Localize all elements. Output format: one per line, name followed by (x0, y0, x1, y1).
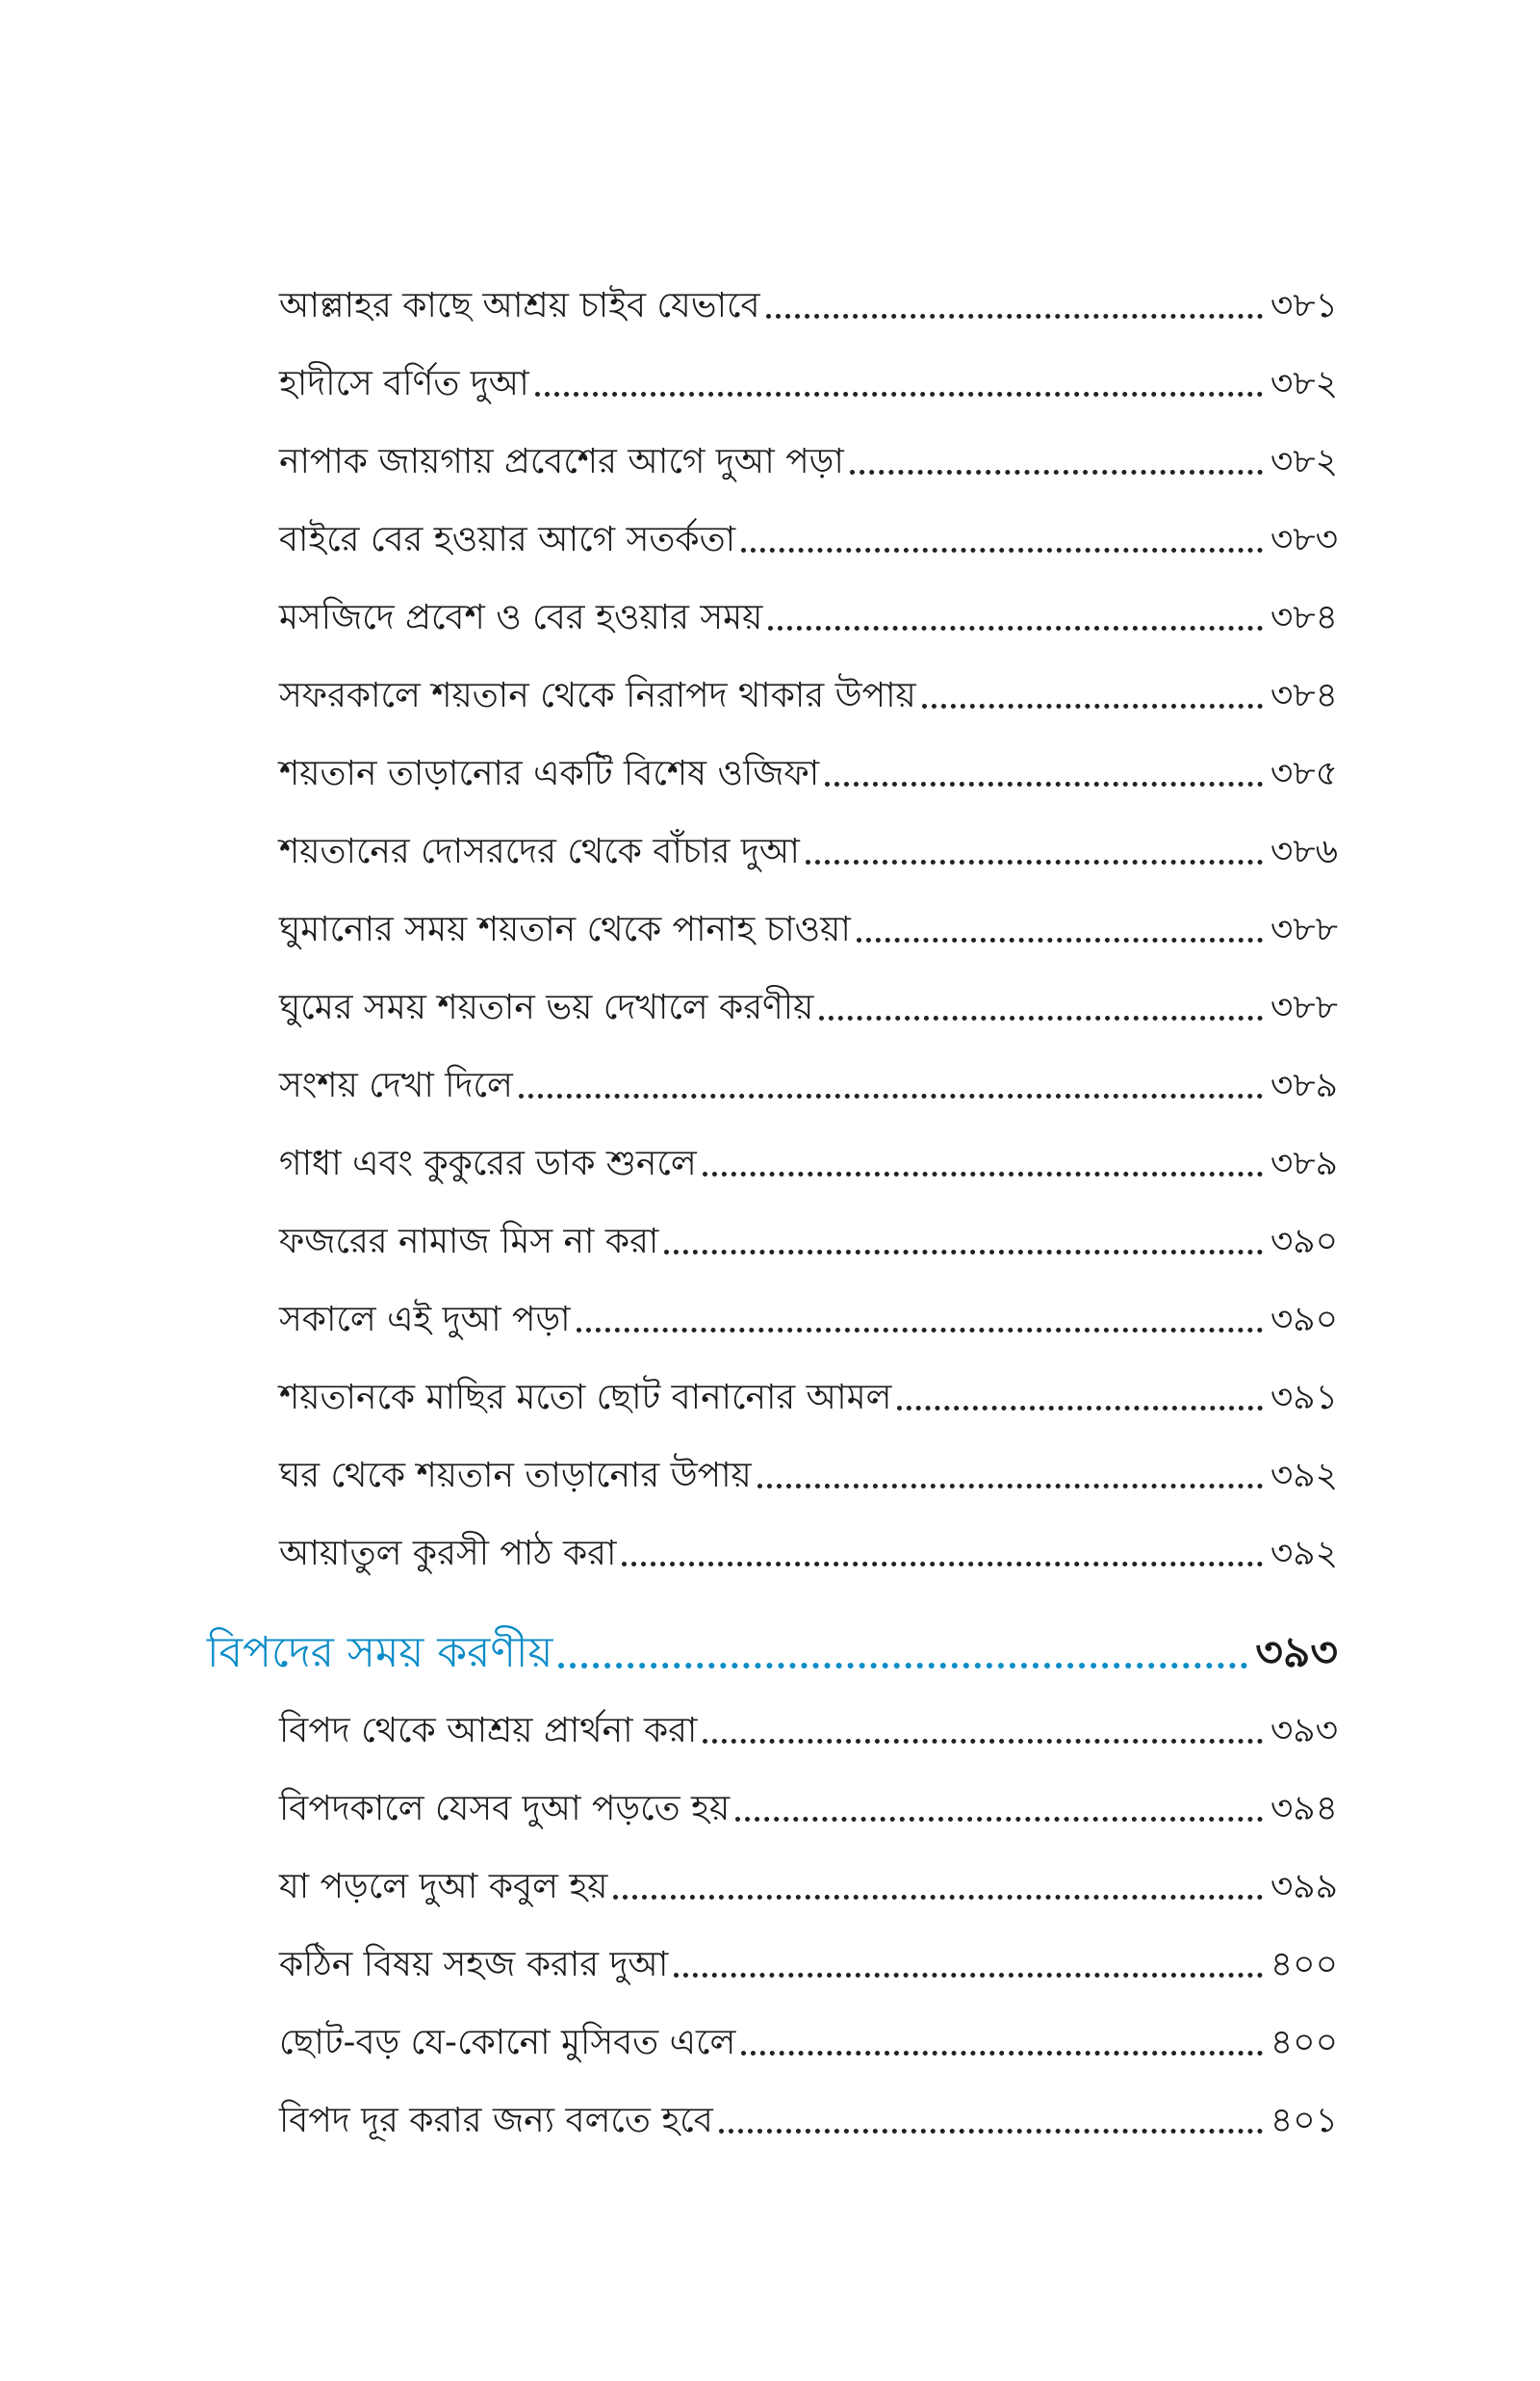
toc-entry[interactable] (279, 971, 1338, 1029)
entry-page-number: ৪০০ (1270, 1945, 1338, 1984)
toc-entry[interactable] (279, 815, 1338, 873)
dot-leader (613, 1895, 1262, 1900)
entry-title: গাধা এবং কুকুরের ডাক শুনলে (279, 1144, 697, 1183)
entry-page-number: ৩৮৮ (1270, 910, 1338, 949)
dot-leader (897, 1406, 1262, 1410)
toc-entry[interactable] (279, 270, 1338, 327)
entry-title: মসজিদে প্রবেশ ও বের হওয়ার সময় (279, 598, 763, 637)
toc-entry[interactable] (279, 893, 1338, 951)
entry-page-number: ৩৮৯ (1270, 1066, 1338, 1105)
toc-entry[interactable] (279, 738, 1338, 795)
dot-leader (741, 548, 1263, 553)
toc-entry[interactable] (279, 1850, 1338, 1908)
entry-title: শয়তানকে মাছির মতো ছোট বানানোর আমল (279, 1378, 892, 1417)
dot-leader (850, 470, 1263, 475)
entry-title: ছোট-বড় যে-কোনো মুসিবত এলে (279, 2023, 736, 2062)
toc-entry[interactable] (279, 1049, 1338, 1107)
entry-title: ফজরের নামাজ মিস না করা (279, 1222, 659, 1261)
entry-page-number: ৩৮৫ (1270, 754, 1338, 793)
entry-title: সকালে এই দুআ পড়া (279, 1300, 571, 1339)
toc-entry[interactable] (279, 1928, 1338, 1986)
toc-entry[interactable] (279, 504, 1338, 561)
toc-entry[interactable] (279, 2006, 1338, 2064)
entry-page-number: ৩৮৪ (1270, 676, 1338, 715)
entry-title: হাদীসে বর্ণিত দুআ (279, 364, 529, 403)
dot-leader (703, 1172, 1263, 1177)
entry-title: নাপাক জায়গায় প্রবেশের আগে দুআ পড়া (279, 442, 844, 481)
entry-title: ঘর থেকে শয়তান তাড়ানোর উপায় (279, 1456, 752, 1495)
dot-leader (622, 1562, 1262, 1566)
entry-page-number: ৩৮৩ (1270, 520, 1338, 559)
entry-page-number: ৩৮৬ (1270, 832, 1338, 871)
entry-title: ঘুমের সময় শয়তান ভয় দেখালে করণীয় (279, 988, 814, 1027)
entry-title: বিপদ দূর করার জন্য বলতে হবে (279, 2101, 713, 2140)
entry-title: শয়তান তাড়ানোর একটি বিশেষ ওজিফা (279, 754, 820, 793)
dot-leader (766, 314, 1263, 319)
dot-leader (674, 1973, 1262, 1978)
toc-entry[interactable] (279, 426, 1338, 483)
toc-entry[interactable] (279, 1283, 1338, 1341)
entry-title: বিপদ থেকে আশ্রয় প্রার্থনা করা (279, 1711, 698, 1750)
dot-leader (768, 626, 1263, 631)
entry-title: আয়াতুল কুরসী পাঠ করা (279, 1534, 617, 1573)
entry-page-number: ৩৯২ (1270, 1534, 1338, 1573)
entry-title: বিপদকালে যেসব দুআ পড়তে হয় (279, 1789, 731, 1828)
dot-leader (703, 1739, 1262, 1744)
toc-entry[interactable] (279, 1773, 1338, 1830)
entry-page-number: ৪০০ (1270, 2023, 1338, 2062)
dot-leader (806, 860, 1263, 865)
toc-entry[interactable] (279, 348, 1338, 405)
dot-leader (819, 1016, 1263, 1021)
dot-leader (577, 1328, 1263, 1333)
entry-title: কঠিন বিষয় সহজ করার দুআ (279, 1945, 669, 1984)
toc-entry[interactable] (279, 1439, 1338, 1497)
section-title: বিপদের সময় করণীয় (207, 1628, 553, 1677)
toc-entry[interactable] (279, 2084, 1338, 2142)
toc-entry[interactable] (279, 1695, 1338, 1752)
entry-page-number: ৩৮১ (1270, 286, 1338, 325)
toc-entry[interactable] (279, 1361, 1338, 1419)
dot-leader (757, 1484, 1263, 1488)
dot-leader (719, 2129, 1263, 2134)
entry-page-number: ৩৯২ (1270, 1456, 1338, 1495)
entry-page-number: ৩৯৪ (1270, 1789, 1338, 1828)
toc-entry[interactable] (279, 1205, 1338, 1263)
entry-page-number: ৩৮৯ (1270, 1144, 1338, 1183)
entry-page-number: ৩৯১ (1270, 1378, 1338, 1417)
section-heading[interactable] (207, 1610, 1338, 1679)
entry-title: যা পড়লে দুআ কবুল হয় (279, 1867, 608, 1906)
dot-leader (519, 1094, 1263, 1099)
toc-entry[interactable] (279, 582, 1338, 639)
toc-entry[interactable] (279, 660, 1338, 717)
entry-title: বাইরে বের হওয়ার আগে সতর্কতা (279, 520, 736, 559)
entry-page-number: ৪০১ (1270, 2101, 1338, 2140)
dot-leader (664, 1250, 1262, 1255)
entry-title: আল্লাহর কাছে আশ্রয় চাইব যেভাবে (279, 286, 760, 325)
entry-page-number: ৩৮২ (1270, 442, 1338, 481)
entry-title: সংশয় দেখা দিলে (279, 1066, 513, 1105)
dot-leader (558, 1663, 1247, 1669)
entry-title: শয়তানের দোসরদের থেকে বাঁচার দুআ (279, 832, 800, 871)
entry-page-number: ৩৯৯ (1270, 1867, 1338, 1906)
toc-entry[interactable] (279, 1517, 1338, 1575)
dot-leader (735, 1817, 1263, 1822)
dot-leader (922, 704, 1263, 709)
dot-leader (857, 938, 1263, 943)
entry-title: ঘুমানোর সময় শয়তান থেকে পানাহ চাওয়া (279, 910, 851, 949)
entry-page-number: ৩৯০ (1270, 1300, 1338, 1339)
toc-entry[interactable] (279, 1127, 1338, 1185)
dot-leader (535, 392, 1263, 397)
entry-page-number: ৩৯৩ (1270, 1711, 1338, 1750)
dot-leader (741, 2051, 1263, 2056)
entry-page-number: ৩৮৮ (1270, 988, 1338, 1027)
entry-page-number: ৩৯০ (1270, 1222, 1338, 1261)
entry-page-number: ৩৮৪ (1270, 598, 1338, 637)
entry-title: সফরকালে শয়তান থেকে নিরাপদ থাকার উপায় (279, 676, 916, 715)
dot-leader (825, 782, 1263, 787)
section-page-number: ৩৯৩ (1255, 1628, 1338, 1677)
entry-page-number: ৩৮২ (1270, 364, 1338, 403)
